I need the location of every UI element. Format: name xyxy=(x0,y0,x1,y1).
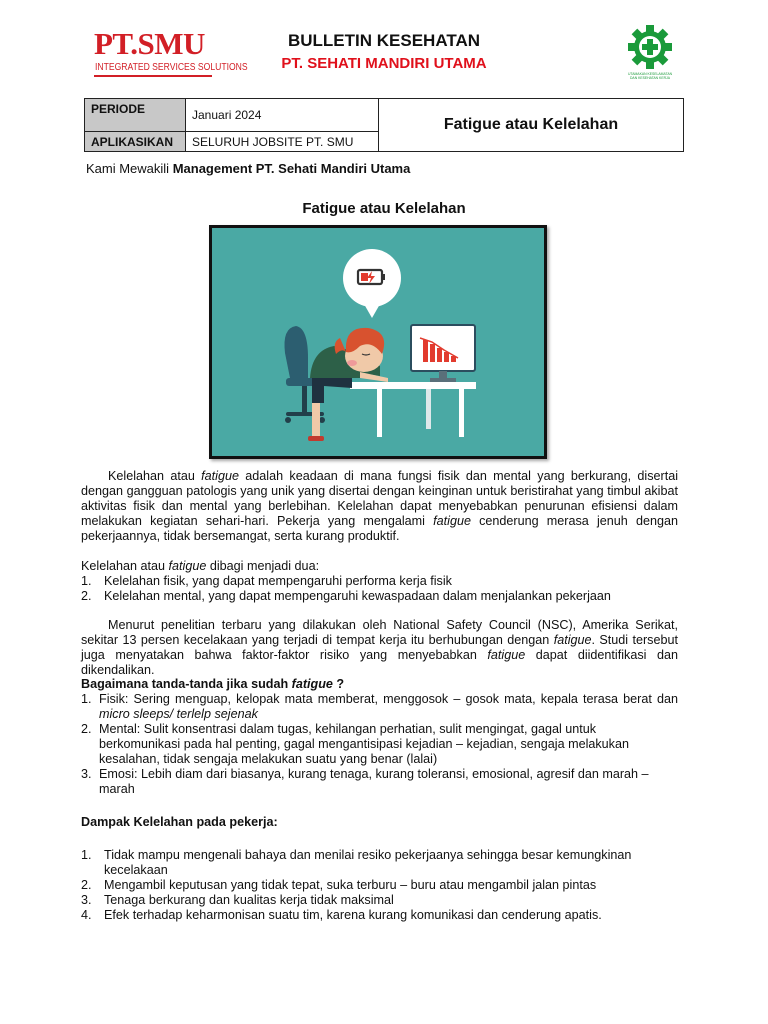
p2-text-c: . Studi tersebut juga menyatakan bahwa faktor-faktor risiko yang menyebabkan xyxy=(81,633,678,662)
tired-worker-illustration xyxy=(212,228,544,456)
intro-line xyxy=(86,160,410,178)
list-text: Efek terhadap keharmonisan suatu tim, karena kurang komunikasi dan cenderung apatis. xyxy=(104,908,602,922)
bulletin-info-table xyxy=(84,98,684,152)
low-battery-bubble-icon xyxy=(343,249,401,318)
signs-heading: Bagaimana tanda-tanda jika sudah fatigue ? xyxy=(81,677,345,691)
fatigue-illustration xyxy=(209,225,547,459)
list-number: 1. xyxy=(81,848,92,862)
list-text: Tenaga berkurang dan kualitas kerja tidak maksimal xyxy=(104,893,394,907)
p2-fatigue-term: fatigue xyxy=(553,633,592,647)
list-number: 3. xyxy=(81,767,92,781)
list-item xyxy=(81,878,678,893)
periode-label: PERIODE xyxy=(85,99,186,132)
list-number: 2. xyxy=(81,878,92,892)
impact-list xyxy=(81,848,678,923)
figure-title: Fatigue atau Kelelahan xyxy=(302,200,466,217)
desk-icon xyxy=(350,382,476,437)
list-item xyxy=(81,893,678,908)
aplikasikan-value: SELURUH JOBSITE PT. SMU xyxy=(186,132,379,152)
list-item xyxy=(81,574,678,589)
list-item xyxy=(81,692,678,722)
list-text: Kelelahan fisik, yang dapat mempengaruhi performa kerja fisik xyxy=(104,574,452,588)
list-number: 2. xyxy=(81,722,92,736)
fatigue-definition-paragraph xyxy=(81,469,678,544)
aplikasikan-label: APLIKASIKAN xyxy=(85,132,186,152)
list-text: Tidak mampu mengenali bahaya dan menilai resiko pekerjaanya sehingga besar kemungkinan kecelakaan xyxy=(104,848,632,877)
fatigue-types-section xyxy=(81,559,678,604)
company-logo-tagline: INTEGRATED SERVICES SOLUTIONS xyxy=(95,62,248,73)
p2-fatigue-term-2: fatigue xyxy=(487,648,526,662)
k3-logo-caption-line1: UTAMAKAN KESELAMATAN xyxy=(627,72,673,76)
logo-underline xyxy=(94,75,212,77)
list-item xyxy=(81,767,678,797)
fatigue-signs-section xyxy=(81,677,678,797)
p1-fatigue-term-2: fatigue xyxy=(433,514,471,528)
company-name: PT. SEHATI MANDIRI UTAMA xyxy=(281,55,487,72)
bulletin-topic: Fatigue atau Kelelahan xyxy=(379,99,684,152)
list-text: Kelelahan mental, yang dapat mempengaruhi kewaspadaan dalam menjalankan pekerjaan xyxy=(104,589,611,603)
p2-text-e: dapat diidentifikasi dan dikendalikan. xyxy=(81,648,678,677)
p1-text-c: adalah keadaan di mana fungsi fisik dan mental yang berkurang, disertai dengan gangguan patologis yang unik yang disertai dengan keinginan untuk beristirahat yang timbul akibat aktivitas fisik dan mental yang berlebihan. Kelelahan dapat menyebabkan penurunan efisiensi dalam melakukan kegiatan sehari-hari. Pekerja yang mengalami xyxy=(81,469,679,528)
types-lead-c: dibagi menjadi dua: xyxy=(206,559,320,573)
k3-safety-gear-icon xyxy=(624,24,676,82)
list-text: Mengambil keputusan yang tidak tepat, suka terburu – buru atau mengambil jalan pintas xyxy=(104,878,597,892)
types-lead-term: fatigue xyxy=(168,559,207,573)
nsc-research-paragraph xyxy=(81,618,678,678)
bulletin-title: BULLETIN KESEHATAN xyxy=(287,31,481,50)
intro-org: Management PT. Sehati Mandiri Utama xyxy=(172,161,411,176)
list-item xyxy=(81,848,678,878)
list-text: Mental: Sulit konsentrasi dalam tugas, kehilangan perhatian, sulit mengingat, gagal untuk berkomunikasi pada hal penting, gagal mengantisipasi kejadian – kejadian, sengaja melakukan kesalahan, tidak sengaja melakukan suatu yang benar (lalai) xyxy=(99,722,629,766)
list-text: Fisik: Sering menguap, kelopak mata memberat, menggosok – gosok mata, kepala terasa berat dan xyxy=(99,692,678,706)
company-logo-text: PT.SMU xyxy=(94,26,205,61)
monitor-chart-icon xyxy=(411,325,475,382)
list-number: 1. xyxy=(81,574,92,588)
p1-text-e: cenderung merasa jenuh dengan pekerjaannya, tidak bersemangat, serta kurang produktif. xyxy=(81,514,678,543)
p1-fatigue-term: fatigue xyxy=(201,469,239,483)
list-number: 1. xyxy=(81,692,92,706)
list-number: 3. xyxy=(81,893,92,907)
periode-value: Januari 2024 xyxy=(186,99,379,132)
list-text: Emosi: Lebih diam dari biasanya, kurang tenaga, kurang toleransi, emosional, agresif dan marah – marah xyxy=(99,767,649,796)
impact-heading: Dampak Kelelahan pada pekerja: xyxy=(81,815,278,829)
list-number: 4. xyxy=(81,908,92,922)
p1-text-a: Kelelahan atau xyxy=(108,469,202,483)
fatigue-impact-section xyxy=(81,815,678,830)
types-lead-a: Kelelahan atau xyxy=(81,559,169,573)
k3-logo-caption-line2: DAN KESEHATAN KERJA xyxy=(629,76,671,80)
list-number: 2. xyxy=(81,589,92,603)
intro-prefix: Kami Mewakili xyxy=(86,161,173,176)
list-item xyxy=(81,908,678,923)
p2-text-a: Menurut penelitian terbaru yang dilakukan oleh National Safety Council (NSC), Amerika Serikat, sekitar 13 persen kecelakaan yang terjadi di tempat kerja itu berhubungan dengan xyxy=(81,618,678,647)
micro-sleep-term: micro sleeps/ terlelp sejenak xyxy=(99,707,258,721)
list-item xyxy=(81,589,678,604)
list-item xyxy=(81,722,678,767)
